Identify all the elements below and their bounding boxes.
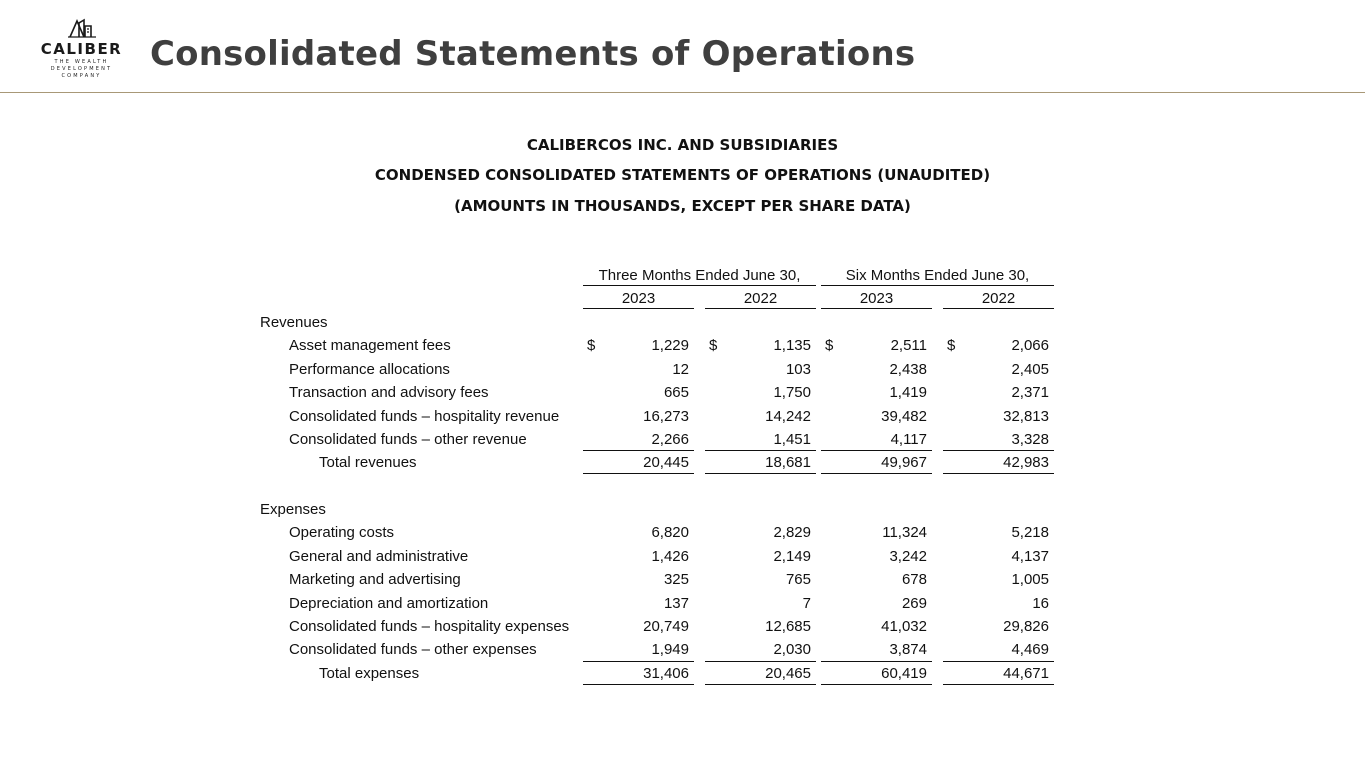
year-header: 2022 bbox=[743, 290, 778, 307]
table-cell-value: 137 bbox=[663, 594, 689, 612]
table-cell-value: 16,273 bbox=[643, 407, 689, 425]
total-value: 60,419 bbox=[881, 664, 927, 682]
caliber-logo bbox=[24, 18, 139, 79]
table-cell-value: 29,826 bbox=[1003, 618, 1049, 635]
building-logo-icon bbox=[68, 18, 96, 38]
total-value: 44,671 bbox=[1003, 664, 1049, 682]
total-value: 20,465 bbox=[765, 664, 811, 682]
subtotal-underline bbox=[583, 450, 694, 451]
table-cell-value: 1,750 bbox=[773, 384, 811, 402]
line-item-label: Consolidated funds – hospitality revenue bbox=[289, 407, 560, 425]
table-cell-value: 1,949 bbox=[651, 641, 689, 659]
total-value: 31,406 bbox=[643, 664, 689, 682]
total-underline bbox=[821, 473, 932, 474]
table-cell-value: 4,117 bbox=[890, 431, 927, 448]
table-cell-value: 32,813 bbox=[1003, 407, 1049, 425]
year-header-underline bbox=[943, 308, 1054, 309]
currency-symbol: $ bbox=[825, 337, 834, 355]
year-header: 2023 bbox=[859, 290, 894, 307]
line-item-label: Operating costs bbox=[289, 524, 395, 542]
line-item-label: Marketing and advertising bbox=[289, 571, 461, 589]
currency-symbol: $ bbox=[947, 337, 956, 355]
revenues-section-label: Revenues bbox=[260, 314, 328, 331]
line-item-label: Consolidated funds – hospitality expenses bbox=[289, 618, 570, 635]
total-underline bbox=[583, 473, 694, 474]
subtotal-underline bbox=[583, 661, 694, 662]
page-title: Consolidated Statements of Operations bbox=[150, 34, 916, 74]
table-cell-value: 4,469 bbox=[1011, 641, 1049, 659]
table-cell-value: 2,438 bbox=[889, 360, 927, 378]
revenues-total-label: Total revenues bbox=[319, 454, 417, 472]
statement-title: CONDENSED CONSOLIDATED STATEMENTS OF OPERATIONS (UNAUDITED) bbox=[374, 166, 991, 184]
total-underline bbox=[583, 684, 694, 685]
subtotal-underline bbox=[943, 661, 1054, 662]
logo-name: CALIBER bbox=[40, 40, 123, 58]
table-cell-value: 12,685 bbox=[765, 618, 811, 635]
company-name: CALIBERCOS INC. AND SUBSIDIARIES bbox=[526, 136, 839, 154]
line-item-label: Asset management fees bbox=[289, 337, 451, 355]
table-cell-value: 1,419 bbox=[889, 384, 927, 402]
table-cell-value: 1,005 bbox=[1011, 571, 1049, 589]
period-header-underline bbox=[583, 285, 816, 286]
period-header-six-months: Six Months Ended June 30, bbox=[845, 267, 1030, 284]
subtotal-underline bbox=[705, 450, 816, 451]
total-value: 42,983 bbox=[1003, 454, 1049, 472]
table-cell-value: 2,266 bbox=[651, 431, 689, 448]
period-header-three-months: Three Months Ended June 30, bbox=[598, 267, 801, 284]
table-cell-value: 2,829 bbox=[773, 524, 811, 542]
table-cell-value: 3,874 bbox=[889, 641, 927, 659]
table-cell-value: 5,218 bbox=[1011, 524, 1049, 542]
total-value: 20,445 bbox=[643, 454, 689, 472]
table-cell-value: 103 bbox=[785, 360, 811, 378]
title-divider bbox=[0, 92, 1365, 93]
table-cell-value: 7 bbox=[802, 594, 811, 612]
table-cell-value: 2,511 bbox=[890, 337, 927, 355]
table-cell-value: 2,405 bbox=[1011, 360, 1049, 378]
table-cell-value: 269 bbox=[901, 594, 927, 612]
table-cell-value: 2,149 bbox=[773, 547, 811, 565]
table-cell-value: 14,242 bbox=[765, 407, 811, 425]
table-cell-value: 1,451 bbox=[773, 431, 811, 448]
table-cell-value: 2,030 bbox=[773, 641, 811, 659]
year-header-underline bbox=[705, 308, 816, 309]
total-value: 49,967 bbox=[881, 454, 927, 472]
table-cell-value: 3,328 bbox=[1011, 431, 1049, 448]
line-item-label: Performance allocations bbox=[289, 360, 450, 378]
line-item-label: Transaction and advisory fees bbox=[289, 384, 489, 402]
table-cell-value: 2,371 bbox=[1011, 384, 1049, 402]
table-cell-value: 678 bbox=[901, 571, 927, 589]
table-cell-value: 325 bbox=[663, 571, 689, 589]
logo-tagline-line-2: COMPANY bbox=[61, 73, 102, 79]
subtotal-underline bbox=[705, 661, 816, 662]
total-underline bbox=[705, 684, 816, 685]
total-underline bbox=[821, 684, 932, 685]
currency-symbol: $ bbox=[709, 337, 718, 355]
table-cell-value: 2,066 bbox=[1011, 337, 1049, 355]
table-cell-value: 20,749 bbox=[643, 618, 689, 635]
logo-tagline-line-1: THE WEALTH DEVELOPMENT bbox=[50, 59, 113, 72]
year-header: 2023 bbox=[621, 290, 656, 307]
table-cell-value: 1,426 bbox=[651, 547, 689, 565]
table-cell-value: 6,820 bbox=[651, 524, 689, 542]
subtotal-underline bbox=[943, 450, 1054, 451]
table-cell-value: 41,032 bbox=[881, 618, 927, 635]
table-cell-value: 4,137 bbox=[1011, 547, 1049, 565]
table-cell-value: 1,135 bbox=[773, 337, 811, 355]
line-item-label: Consolidated funds – other revenue bbox=[289, 431, 527, 448]
period-header-underline bbox=[821, 285, 1054, 286]
total-underline bbox=[943, 684, 1054, 685]
total-underline bbox=[705, 473, 816, 474]
table-cell-value: 39,482 bbox=[881, 407, 927, 425]
year-header: 2022 bbox=[981, 290, 1016, 307]
table-cell-value: 11,324 bbox=[882, 524, 927, 542]
table-cell-value: 765 bbox=[785, 571, 811, 589]
expenses-total-label: Total expenses bbox=[319, 664, 420, 682]
table-cell-value: 16 bbox=[1032, 594, 1049, 612]
total-underline bbox=[943, 473, 1054, 474]
table-cell-value: 1,229 bbox=[651, 337, 689, 355]
line-item-label: Depreciation and amortization bbox=[289, 594, 489, 612]
subtotal-underline bbox=[821, 450, 932, 451]
year-header-underline bbox=[583, 308, 694, 309]
line-item-label: Consolidated funds – other expenses bbox=[289, 641, 537, 659]
statement-units: (AMOUNTS IN THOUSANDS, EXCEPT PER SHARE DATA) bbox=[454, 197, 911, 215]
total-value: 18,681 bbox=[765, 454, 811, 472]
table-cell-value: 3,242 bbox=[889, 547, 927, 565]
line-item-label: General and administrative bbox=[289, 547, 469, 565]
year-header-underline bbox=[821, 308, 932, 309]
subtotal-underline bbox=[821, 661, 932, 662]
expenses-section-label: Expenses bbox=[260, 501, 326, 518]
currency-symbol: $ bbox=[587, 337, 596, 355]
table-cell-value: 12 bbox=[672, 360, 689, 378]
table-cell-value: 665 bbox=[663, 384, 689, 402]
logo-tagline bbox=[24, 59, 139, 80]
